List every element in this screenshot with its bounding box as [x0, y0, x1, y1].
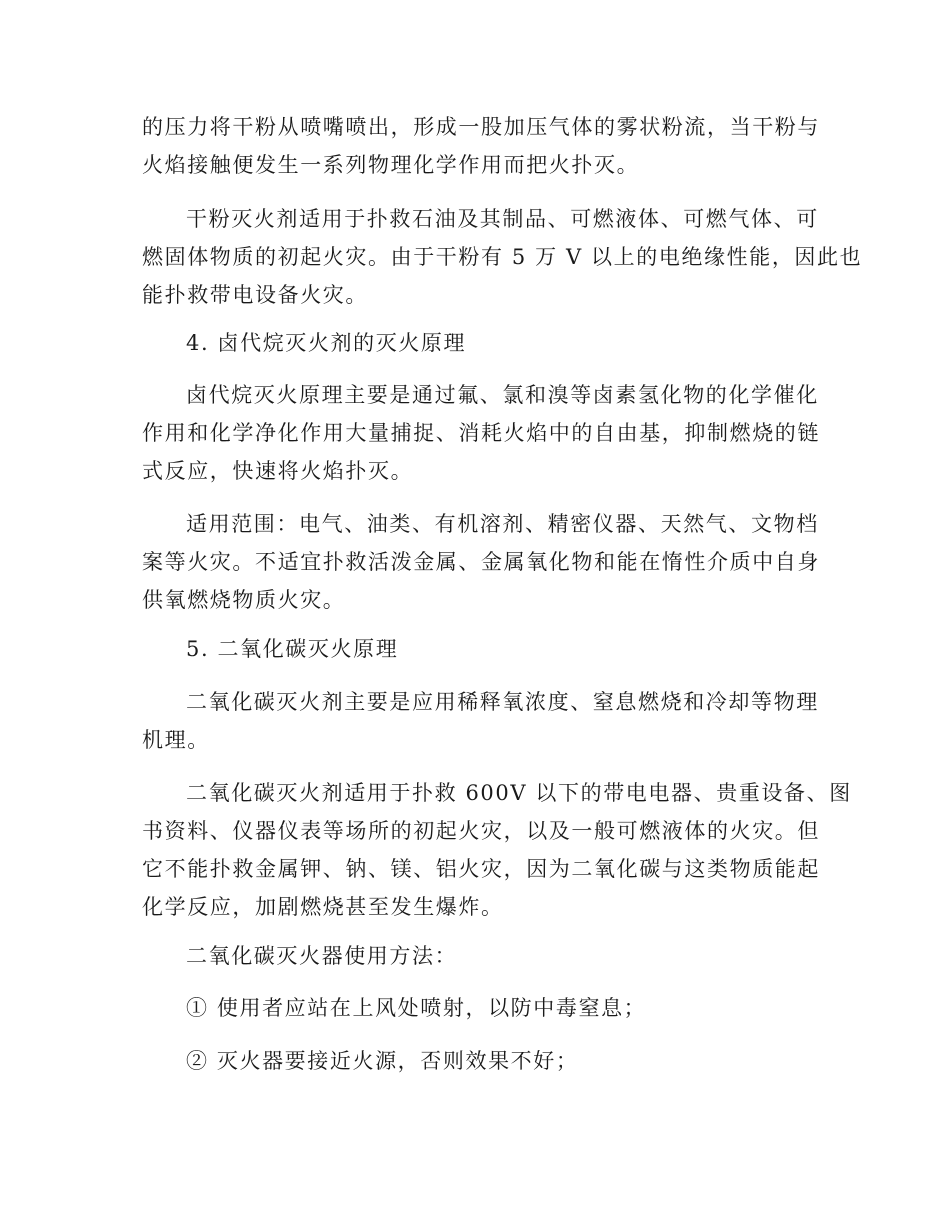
- text-line: 它不能扑救金属钾、钠、镁、铝火灾，因为二氧化碳与这类物质能起: [142, 857, 820, 881]
- paragraph-co2-usage: [142, 774, 852, 926]
- text-line: 卤代烷灭火原理主要是通过氟、氯和溴等卤素氢化物的化学催化: [186, 383, 819, 407]
- text-line: 作用和化学净化作用大量捕捉、消耗火焰中的自由基，抑制燃烧的链: [142, 421, 820, 445]
- text-line: 干粉灭火剂适用于扑救石油及其制品、可燃液体、可燃气体、可: [186, 207, 819, 231]
- text-line: 燃固体物质的初起火灾。由于干粉有 5 万 V 以上的电绝缘性能，因此也: [142, 245, 863, 269]
- text-line: 5. 二氧化碳灭火原理: [186, 637, 399, 661]
- text-line: 火焰接触便发生一系列物理化学作用而把火扑灭。: [142, 153, 640, 177]
- text-line: 书资料、仪器仪表等场所的初起火灾，以及一般可燃液体的火灾。但: [142, 819, 820, 843]
- text-line: ① 使用者应站在上风处喷射，以防中毒窒息；: [186, 996, 647, 1020]
- paragraph-co2-method-title: [142, 937, 812, 975]
- text-line: 二氧化碳灭火器使用方法：: [186, 944, 458, 968]
- text-line: 机理。: [142, 728, 210, 752]
- text-line: 能扑救带电设备火灾。: [142, 283, 368, 307]
- text-line: 4. 卤代烷灭火剂的灭火原理: [186, 331, 467, 355]
- text-line: ② 灭火器要接近火源，否则效果不好；: [186, 1049, 579, 1073]
- section-heading-co2: [142, 630, 812, 668]
- text-line: 适用范围：电气、油类、有机溶剂、精密仪器、天然气、文物档: [186, 512, 819, 536]
- paragraph-halon-principle: [142, 376, 820, 490]
- text-line: 二氧化碳灭火剂适用于扑救 600V 以下的带电电器、贵重设备、图: [186, 781, 852, 805]
- text-line: 供氧燃烧物质火灾。: [142, 588, 346, 612]
- paragraph-co2-principle: [142, 683, 819, 759]
- section-heading-halon: [142, 324, 812, 362]
- text-line: 的压力将干粉从喷嘴喷出，形成一股加压气体的雾状粉流，当干粉与: [142, 115, 820, 139]
- list-item-method-1: [142, 989, 812, 1027]
- text-line: 二氧化碳灭火剂主要是应用稀释氧浓度、窒息燃烧和冷却等物理: [186, 690, 819, 714]
- paragraph-dry-powder-usage: [142, 200, 863, 314]
- text-line: 化学反应，加剧燃烧甚至发生爆炸。: [142, 895, 504, 919]
- paragraph-halon-scope: [142, 505, 820, 619]
- list-item-method-2: [142, 1042, 812, 1080]
- paragraph-dry-powder-mechanism: [142, 108, 820, 184]
- text-line: 案等火灾。不适宜扑救活泼金属、金属氧化物和能在惰性介质中自身: [142, 550, 820, 574]
- text-line: 式反应，快速将火焰扑灭。: [142, 459, 414, 483]
